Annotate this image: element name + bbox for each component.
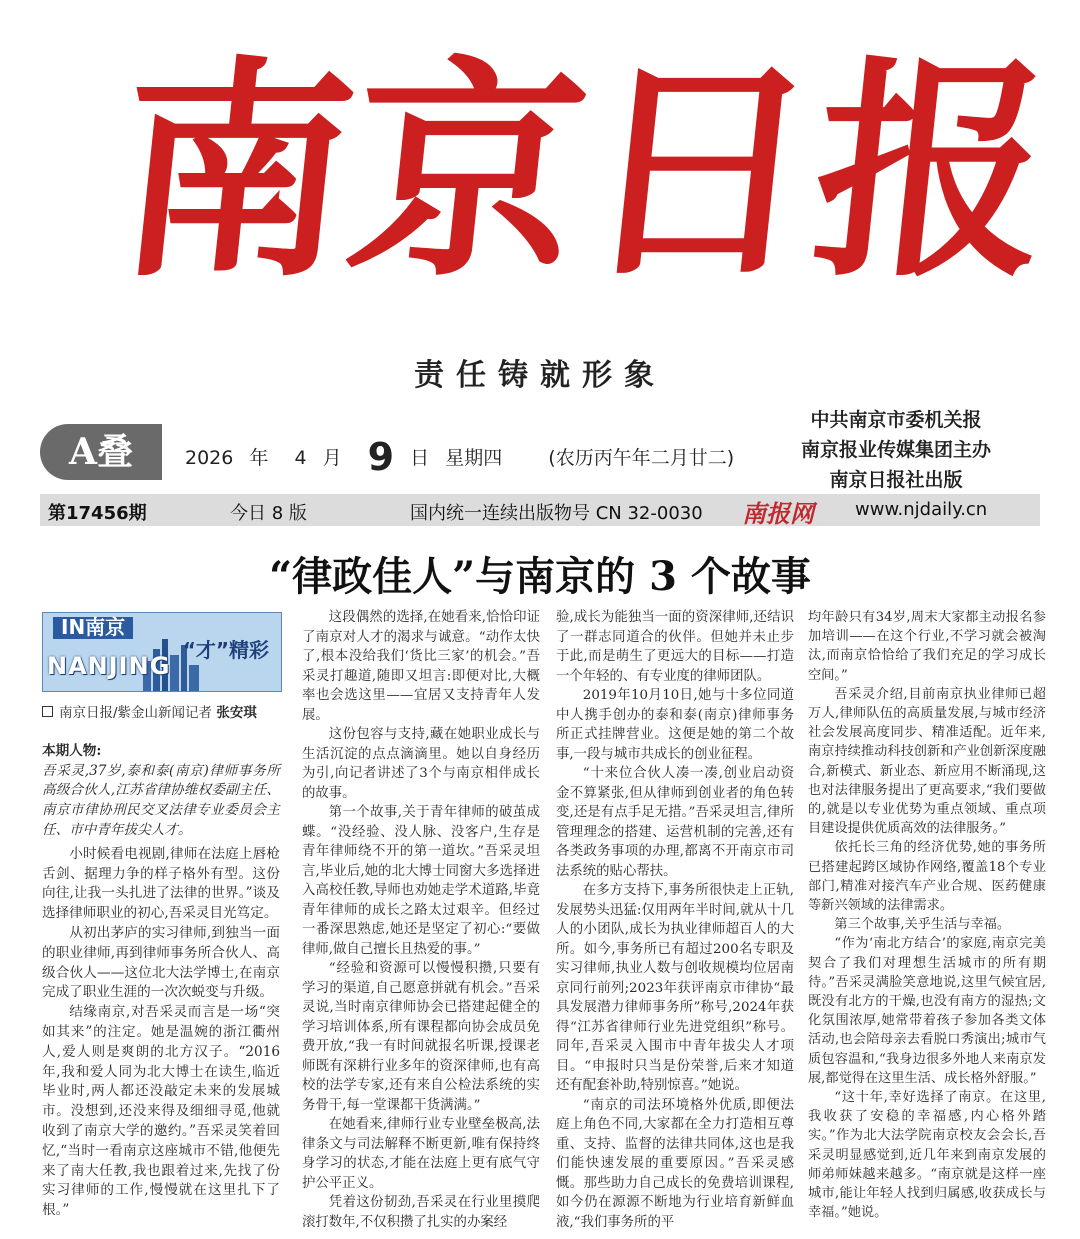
paragraph: 吾采灵介绍,目前南京执业律师已超万人,律师队伍的高质量发展,与城市经济社会发展高度同步、精准适配。近年来,南京持续推动科技创新和产业创新深度融合,新模式、新业态、新应用不断涌现,这也对法律服务提出了更高要求,“我们要做的,就是以专业优势为重点领域、重点项目建设提供优质高效的法律服务。” [808, 686, 1046, 837]
paragraph: 第三个故事,关乎生活与幸福。 [834, 917, 1011, 933]
paragraph: 2019年10月10日,她与十多位同道中人携手创办的泰和泰(南京)律师事务所正式挂牌营业。这便是她的第二个故事,一段与城市共成长的创业征程。 [556, 688, 794, 762]
dateline [185, 435, 744, 479]
date-month: 4 月 [294, 447, 342, 469]
person-text: 吾采灵,37岁,泰和泰(南京)律师事务所高级合伙人,江苏省律协维权委副主任、南京市律协刑民交叉法律专业委员会主任、市中青年拔尖人才。 [42, 762, 280, 838]
column-banner-title: IN南京 [53, 617, 133, 639]
page-count: 今日 8 版 [230, 503, 307, 524]
sponsor-line: 南京报业传媒集团主办 [800, 439, 991, 461]
paragraph: 均年龄只有34岁,周末大家都主动报名参加培训——在这个行业,不学习就会被淘汰,而南京恰恰给了我们充足的学习成长空间。” [808, 610, 1046, 683]
article-column-3 [556, 608, 794, 1232]
paragraph: “作为‘南北方结合’的家庭,南京完美契合了我们对理想生活城市的所有期待。”吾采灵满脸笑意地说,这里气候宜居,既没有北方的干燥,也没有南方的湿热;文化氛围浓厚,她常带着孩子参加各类文体活动,也会陪母亲去看脱口秀演出;城市气质包容温和,“我身边很多外地人来南京发展,都觉得在这里生活、成长格外舒服。” [808, 936, 1046, 1086]
paragraph: 小时候看电视剧,律师在法庭上唇枪舌剑、据理力争的样子格外有型。这份向往,让我一头扎进了法律的世界。”谈及选择律师职业的初心,吾采灵目光笃定。 [42, 845, 280, 922]
web-logo: 南报网 [742, 499, 814, 528]
article-column-4 [808, 608, 1046, 1223]
column-banner-subtitle: “才”精彩 [182, 638, 269, 662]
date-lunar: (农历丙午年二月廿二) [548, 447, 735, 469]
issue-number: 第17456期 [48, 503, 147, 524]
byline: 南京日报/紫金山新闻记者 张安琪 [42, 704, 280, 724]
paragraph: 从初出茅庐的实习律师,到独当一面的职业律师,再到律师事务所合伙人、高级合伙人——这位北大法学博士,在南京完成了职业生涯的一次次蜕变与升级。 [42, 924, 280, 1001]
paragraph: 这段偶然的选择,在她看来,恰恰印证了南京对人才的渴求与诚意。“动作太快了,根本没给我们‘货比三家’的机会。”吾采灵打趣道,随即又坦言:即便对比,大概率也会选这里——宜居又支持青年人发展。 [302, 610, 540, 723]
paragraph: 在多方支持下,事务所很快走上正轨,发展势头迅猛:仅用两年半时间,就从十几人的小团队,成长为执业律师超百人的大所。如今,事务所已有超过200名专职及实习律师,执业人数与创收规模均位居南京同行前列;2023年获评南京市律协“最具发展潜力律师事务所”称号,2024年获得“江苏省律师行业先进党组织”称号。同年,吾采灵入围市中青年拔尖人才项目。“申报时只当是份荣誉,后来才知道还有配套补助,特别惊喜。”她说。 [556, 883, 794, 1093]
article-column-1 [42, 612, 280, 1221]
paragraph: “南京的司法环境格外优质,即便法庭上角色不同,大家都在全力打造相互尊重、支持、监督的法律共同体,这也是我们能快速发展的重要原因。”吾采灵感慨。那些助力自己成长的免费培训课程,如今仍在源源不断地为行业培育新鲜血液,“我们事务所的平 [556, 1097, 794, 1230]
person-profile [42, 742, 280, 841]
cn-number: 国内统一连续出版物号 CN 32-0030 [410, 503, 703, 524]
paragraph: 这份包容与支持,藏在她职业成长与生活沉淀的点点滴滴里。她以自身经历为引,向记者讲述了3个与南京相伴成长的故事。 [302, 727, 540, 801]
paragraph: 第一个故事,关于青年律师的破茧成蝶。“没经验、没人脉、没客户,生存是青年律师绕不开的第一道坎。”吾采灵坦言,毕业后,她的北大博士同窗大多选择进入高校任教,导师也劝她走学术道路,毕竟青年律师的成长之路太过艰辛。但经过一番深思熟虑,她还是坚定了初心:“要做律师,做自己擅长且热爱的事。” [302, 805, 540, 957]
date-day-unit: 日 [410, 447, 430, 469]
sponsor-line: 南京日报社出版 [829, 469, 963, 491]
issue-bar [40, 494, 1040, 526]
article-column-2 [302, 608, 540, 1232]
masthead-char: 报 [801, 35, 1063, 308]
paragraph: 凭着这份韧劲,吾采灵在行业里摸爬滚打数年,不仅积攒了扎实的办案经 [302, 1195, 540, 1230]
person-label: 本期人物: [42, 742, 102, 759]
paragraph: 在她看来,律师行业专业壁垒极高,法律条文与司法解释不断更新,唯有保持终身学习的状态,才能在法庭上更有底气守护公平正义。 [302, 1117, 540, 1191]
masthead [0, 0, 1080, 393]
masthead-slogan: 责任铸就形象 [414, 358, 666, 393]
website-link[interactable]: www.njdaily.cn [855, 499, 988, 520]
date-weekday: 星期四 [445, 447, 503, 469]
sponsor-line: 中共南京市委机关报 [810, 409, 982, 431]
masthead-char: 日 [569, 35, 831, 308]
masthead-char: 南 [105, 35, 367, 308]
column-banner-word: NANJING [47, 652, 171, 680]
masthead-char: 京 [337, 35, 599, 308]
byline-author: 张安琪 [216, 705, 257, 721]
paragraph: “十来位合伙人凑一凑,创业启动资金不算紧张,但从律师到创业者的角色转变,还是有点手足无措。”吾采灵坦言,律所管理理念的搭建、运营机制的完善,还有各类政务事项的办理,都离不开南京市司法系统的贴心帮扶。 [556, 766, 794, 879]
article-headline: “律政佳人”与南京的 3 个故事 [269, 553, 811, 600]
date-bar [40, 409, 1040, 493]
masthead-title [105, 22, 1063, 322]
paragraph: “经验和资源可以慢慢积攒,只要有学习的渠道,自己愿意拼就有机会。”吾采灵说,当时南京律师协会已搭建起健全的学习培训体系,所有课程都向协会成员免费开放,“我一有时间就报名听课,授课老师既有深耕行业多年的资深律师,也有高校的法学专家,还有来自公检法系统的实务骨干,每一堂课都干货满满。” [302, 961, 540, 1113]
column-banner [42, 612, 282, 692]
date-year: 2026 年 [185, 447, 269, 469]
square-icon [42, 706, 53, 717]
date-day: 9 [367, 435, 395, 479]
paragraph: 依托长三角的经济优势,她的事务所已搭建起跨区域协作网络,覆盖18个专业部门,精准对接汽车产业合规、医药健康等新兴领域的法律需求。 [808, 840, 1046, 914]
edition-badge: A叠 [40, 424, 162, 480]
paragraph: 结缘南京,对吾采灵而言是一场“突如其来”的注定。她是温婉的浙江衢州人,爱人则是爽朗的北方汉子。“2016年,我和爱人同为北大博士在读生,临近毕业时,两人都还没敲定未来的发展城市。没想到,还没来得及细细寻觅,他就收到了南京大学的邀约。”吾采灵笑着回忆,“当时一看南京这座城市不错,他便先来了南大任教,我也跟着过来,先找了份实习律师的工作,慢慢就在这里扎下了根。” [42, 1004, 280, 1219]
paragraph: 验,成长为能独当一面的资深律师,还结识了一群志同道合的伙伴。但她并未止步于此,而是萌生了更远大的目标——打造一个年轻的、有专业度的律师团队。 [556, 610, 794, 684]
paragraph: “这十年,幸好选择了南京。在这里,我收获了安稳的幸福感,内心格外踏实。”作为北大法学院南京校友会会长,吾采灵明显感觉到,近几年来到南京发展的师弟师妹越来越多。“南京就是这样一座城市,能让年轻人找到归属感,收获成长与幸福。”她说。 [808, 1090, 1046, 1221]
sponsor-block [776, 405, 1016, 495]
